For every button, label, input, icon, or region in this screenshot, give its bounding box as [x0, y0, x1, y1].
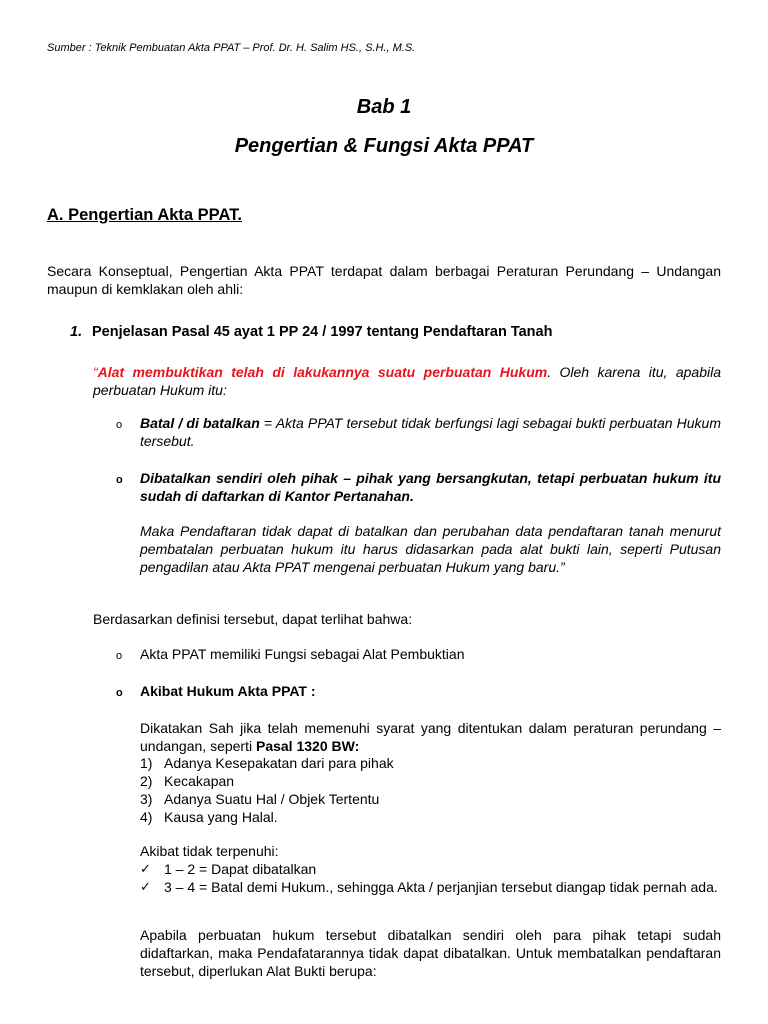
- list-number: 1): [140, 755, 153, 771]
- quote-rest: . Oleh karena itu, apabila perbuatan Hukum itu:: [93, 364, 722, 398]
- quote-open-mark: “: [93, 364, 98, 380]
- list-item: [140, 754, 721, 772]
- list-item: [140, 878, 721, 896]
- source-note: Sumber : Teknik Pembuatan Akta PPAT – Prof. Dr. H. Salim HS., S.H., M.S.: [47, 42, 416, 54]
- list-number: 3): [140, 791, 153, 807]
- bullet-icon: o: [116, 650, 123, 662]
- sah-text: Dikatakan Sah jika telah memenuhi syarat yang ditentukan dalam peraturan perundang – undangan, seperti: [140, 720, 721, 754]
- list-text: Kausa yang Halal.: [164, 809, 278, 825]
- list-text: 1 – 2 = Dapat dibatalkan: [164, 861, 317, 877]
- bullet-icon: o: [116, 419, 123, 431]
- list-item-dibatalkan: Dibatalkan sendiri oleh pihak – pihak yang bersangkutan, tetapi perbuatan hukum itu sudah di daftarkan di Kantor Pertanahan.: [140, 470, 721, 504]
- sah-bold: Pasal 1320 BW:: [255, 738, 360, 754]
- bullet-icon: o: [116, 687, 123, 699]
- check-icon: ✓: [140, 879, 151, 894]
- consequences-list: [140, 860, 721, 896]
- conditions-list: [140, 754, 721, 826]
- list-item: [140, 860, 721, 878]
- intro-paragraph: Secara Konseptual, Pengertian Akta PPAT terdapat dalam berbagai Peraturan Perundang – Undangan maupun di kemklakan oleh ahli:: [47, 263, 721, 297]
- list-item-akibat-hukum: Akibat Hukum Akta PPAT :: [140, 683, 316, 699]
- akibat-tidak-label: Akibat tidak terpenuhi:: [140, 843, 279, 859]
- bullet-icon: o: [116, 474, 123, 486]
- sah-paragraph: [140, 719, 721, 755]
- based-on-text: Berdasarkan definisi tersebut, dapat terlihat bahwa:: [93, 611, 413, 627]
- section-heading-a: A. Pengertian Akta PPAT.: [47, 206, 242, 224]
- list-item: [140, 790, 721, 808]
- list-text: Adanya Suatu Hal / Objek Tertentu: [164, 791, 380, 807]
- list-item-fungsi: Akta PPAT memiliki Fungsi sebagai Alat Pembuktian: [140, 646, 465, 662]
- quote-highlight: Alat membuktikan telah di lakukannya suatu perbuatan Hukum: [97, 364, 548, 380]
- quote-closing-paragraph: Maka Pendaftaran tidak dapat di batalkan dan perubahan data pendaftaran tanah menurut pembatalan perbuatan hukum itu harus didasarkan pada alat bukti lain, seperti Putusan pengadilan atau Akta PPAT mengenai perbuatan Hukum yang baru.”: [140, 523, 721, 575]
- list-item: [140, 772, 721, 790]
- list-item: [140, 808, 721, 826]
- list-text: Kecakapan: [164, 773, 235, 789]
- point-1-title: Penjelasan Pasal 45 ayat 1 PP 24 / 1997 tentang Pendaftaran Tanah: [92, 324, 553, 340]
- list-text: 3 – 4 = Batal demi Hukum., sehingga Akta / perjanjian tersebut diangap tidak pernah ada.: [164, 879, 718, 895]
- check-icon: ✓: [140, 861, 151, 876]
- list-text: Adanya Kesepakatan dari para pihak: [164, 755, 394, 771]
- definition-quote: [93, 363, 721, 399]
- closing-paragraph: Apabila perbuatan hukum tersebut dibatalkan sendiri oleh para pihak tetapi sudah didaftarkan, maka Pendafatarannya tidak dapat dibatalkan. Untuk membatalkan pendaftaran tersebut, diperlukan Alat Bukti berupa:: [140, 927, 721, 979]
- list-item-batal: [140, 414, 721, 450]
- list-number: 4): [140, 809, 153, 825]
- list-item-text: = Akta PPAT tersebut tidak berfungsi lagi sebagai bukti perbuatan Hukum tersebut.: [140, 415, 721, 449]
- chapter-number: Bab 1: [356, 96, 412, 118]
- chapter-title: Pengertian & Fungsi Akta PPAT: [234, 135, 534, 157]
- list-number: 2): [140, 773, 153, 789]
- point-1-number: 1.: [70, 324, 83, 340]
- point-1-heading: [70, 324, 552, 340]
- list-item-bold: Batal / di batalkan: [140, 415, 260, 431]
